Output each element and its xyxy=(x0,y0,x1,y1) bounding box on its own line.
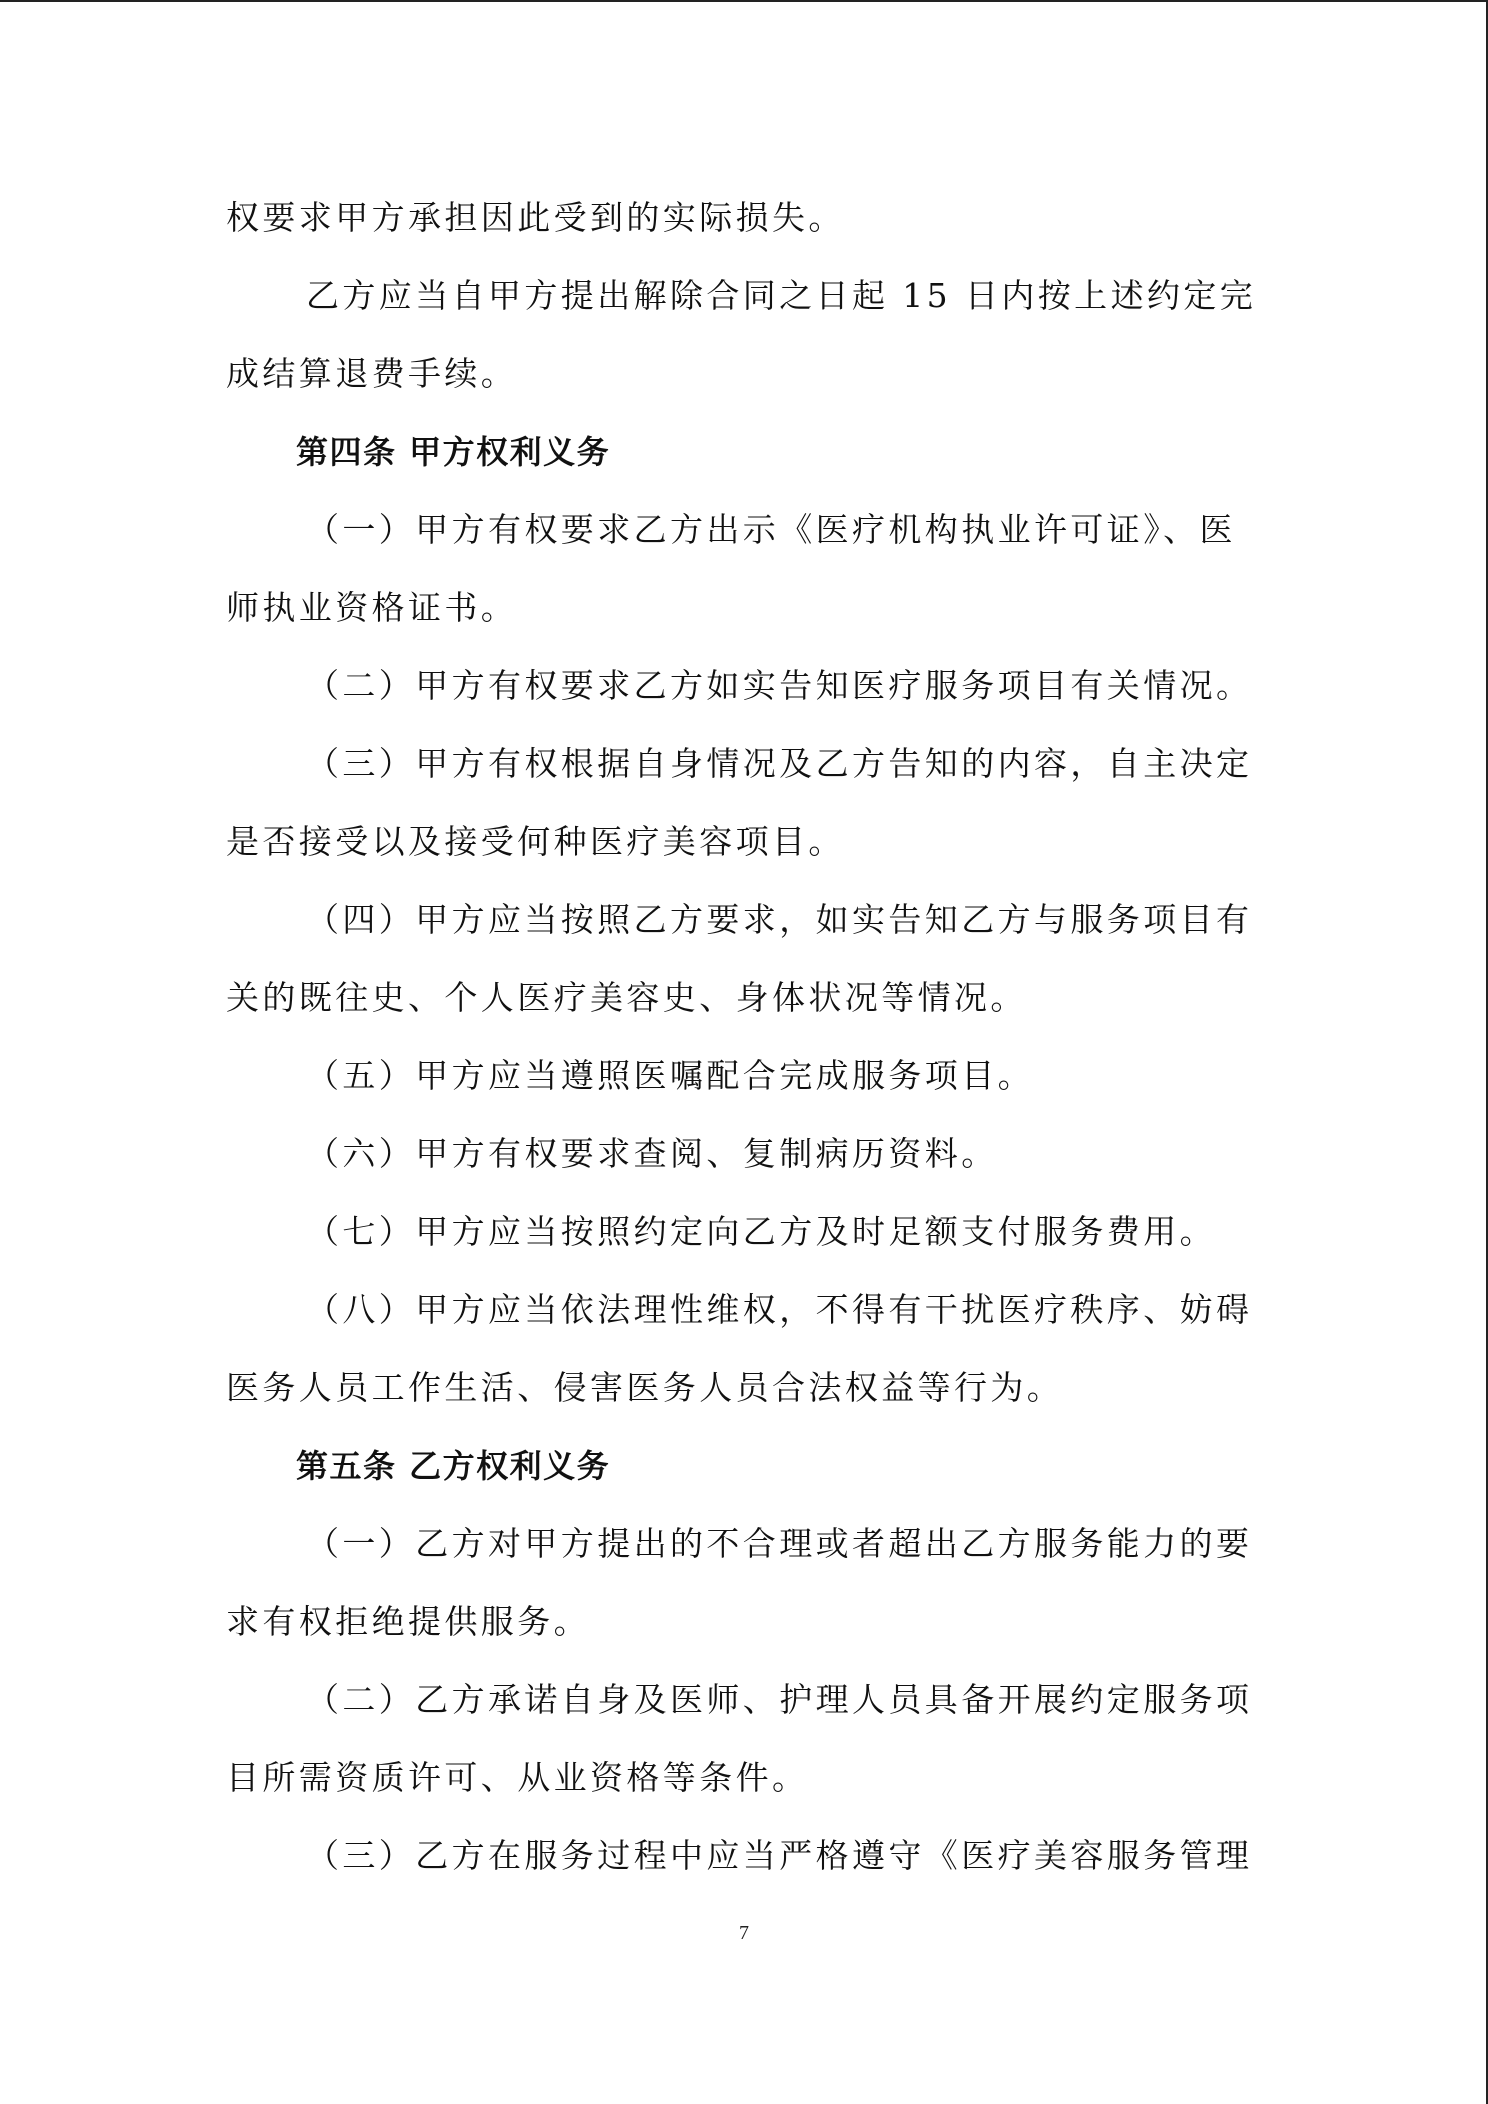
text-line: 目所需资质许可、从业资格等条件。 xyxy=(226,1758,809,1797)
text-line: 权要求甲方承担因此受到的实际损失。 xyxy=(226,198,845,237)
text-line: （二）乙方承诺自身及医师、护理人员具备开展约定服务项 xyxy=(306,1680,1253,1719)
section-heading-4: 第四条 甲方权利义务 xyxy=(296,433,611,471)
text-line: 求有权拒绝提供服务。 xyxy=(226,1602,590,1641)
text-line: （八）甲方应当依法理性维权，不得有干扰医疗秩序、妨碍 xyxy=(306,1290,1253,1329)
section-heading-5: 第五条 乙方权利义务 xyxy=(296,1447,611,1485)
text-line: （三）甲方有权根据自身情况及乙方告知的内容，自主决定 xyxy=(306,744,1253,783)
text-line: 是否接受以及接受何种医疗美容项目。 xyxy=(226,822,845,861)
text-line: （四）甲方应当按照乙方要求，如实告知乙方与服务项目有 xyxy=(306,900,1253,939)
text-line: （一）乙方对甲方提出的不合理或者超出乙方服务能力的要 xyxy=(306,1524,1253,1563)
text-line: （三）乙方在服务过程中应当严格遵守《医疗美容服务管理 xyxy=(306,1836,1253,1875)
text-line: （六）甲方有权要求查阅、复制病历资料。 xyxy=(306,1134,998,1173)
text-line: 医务人员工作生活、侵害医务人员合法权益等行为。 xyxy=(226,1368,1064,1407)
text-line: 成结算退费手续。 xyxy=(226,354,518,393)
text-line: 乙方应当自甲方提出解除合同之日起 15 日内按上述约定完 xyxy=(306,276,1257,315)
text-line: （七）甲方应当按照约定向乙方及时足额支付服务费用。 xyxy=(306,1212,1216,1251)
page-number: 7 xyxy=(739,1922,749,1944)
text-line: 师执业资格证书。 xyxy=(226,588,518,627)
text-line: （五）甲方应当遵照医嘱配合完成服务项目。 xyxy=(306,1056,1034,1095)
text-line: 关的既往史、个人医疗美容史、身体状况等情况。 xyxy=(226,978,1027,1017)
text-line: （二）甲方有权要求乙方如实告知医疗服务项目有关情况。 xyxy=(306,666,1253,705)
text-line: （一）甲方有权要求乙方出示《医疗机构执业许可证》、医 xyxy=(306,510,1236,549)
